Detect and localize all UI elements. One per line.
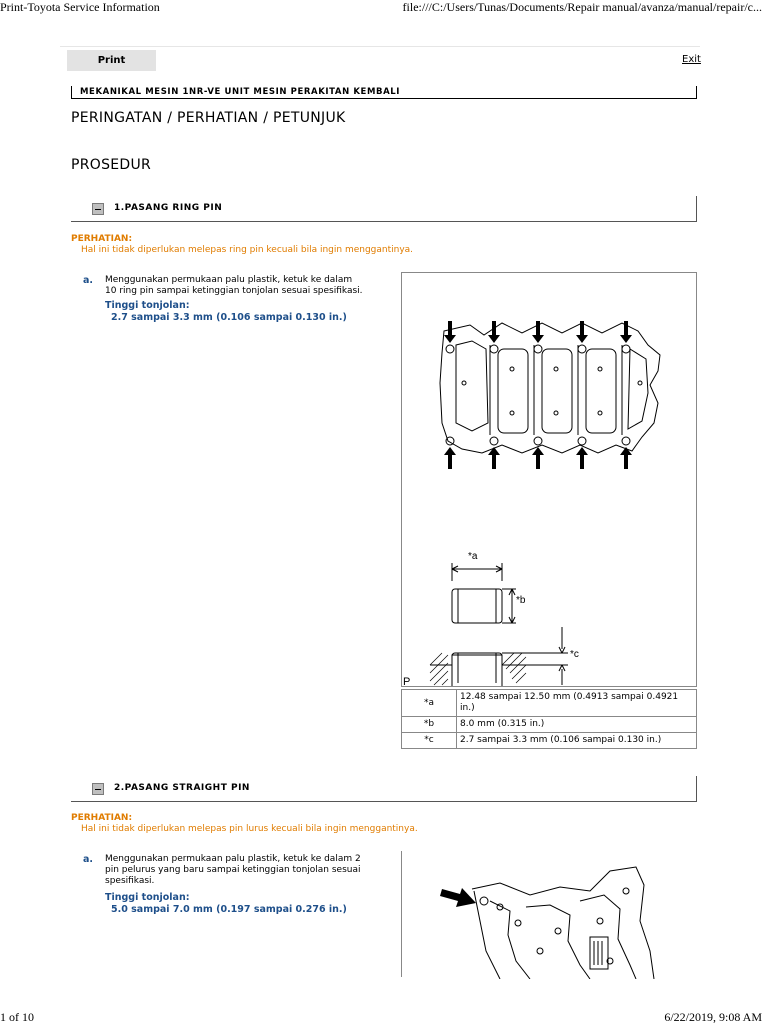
browser-footer-page: 1 of 10 <box>0 1010 34 1024</box>
straight-pin-diagram <box>440 861 680 979</box>
caution-text-1: Hal ini tidak diperlukan melepas ring pin kecuali bila ingin menggantinya. <box>81 245 414 255</box>
step-text-2-line3: spesifikasi. <box>105 876 155 886</box>
browser-footer-datetime: 6/22/2019, 9:08 AM <box>664 1010 762 1024</box>
arrow-icon <box>440 888 476 907</box>
breadcrumb: MEKANIKAL MESIN 1NR-VE UNIT MESIN PERAKITAN KEMBALI <box>71 86 697 99</box>
print-button[interactable]: Print <box>67 50 156 71</box>
table-cell-key: *a <box>402 690 457 717</box>
caution-heading: PERINGATAN / PERHATIAN / PETUNJUK <box>71 110 346 126</box>
top-divider <box>60 46 700 47</box>
collapse-icon[interactable] <box>92 203 104 215</box>
browser-header-url: file:///C:/Users/Tunas/Documents/Repair manual/avanza/manual/repair/c... <box>402 0 762 14</box>
step-text-2-line1: Menggunakan permukaan palu plastik, ketuk ke dalam 2 <box>105 854 361 864</box>
label-a: *a <box>468 551 478 562</box>
table-row <box>402 690 697 717</box>
step-letter-1: a. <box>83 275 94 286</box>
table-row <box>402 717 697 733</box>
step-text-1-line1: Menggunakan permukaan palu plastik, ketuk ke dalam <box>105 275 353 285</box>
spec-value-1: 2.7 sampai 3.3 mm (0.106 sampai 0.130 in.) <box>111 312 347 323</box>
browser-header-title: Print-Toyota Service Information <box>0 0 160 14</box>
ring-pin-diagram <box>402 273 696 686</box>
section-header-2 <box>71 776 697 802</box>
exit-link[interactable]: Exit <box>682 54 701 65</box>
table-cell-value: 2.7 sampai 3.3 mm (0.106 sampai 0.130 in.) <box>457 733 697 749</box>
step-text-2 <box>105 854 390 887</box>
table-cell-key: *c <box>402 733 457 749</box>
figure-corner-label: P <box>403 676 411 686</box>
engine-block-drawing <box>472 867 654 979</box>
step-letter-2: a. <box>83 854 94 865</box>
cylinder-block-drawing <box>440 323 660 453</box>
spec-label-1: Tinggi tonjolan: <box>105 300 190 311</box>
caution-text-2: Hal ini tidak diperlukan melepas pin lurus kecuali bila ingin menggantinya. <box>81 824 418 834</box>
step-text-1-line2: 10 ring pin sampai ketinggian tonjolan sesuai spesifikasi. <box>105 286 363 296</box>
spec-value-2: 5.0 sampai 7.0 mm (0.197 sampai 0.276 in.) <box>111 904 347 915</box>
table-cell-value: 8.0 mm (0.315 in.) <box>457 717 697 733</box>
caution-label-2: PERHATIAN: <box>71 813 133 823</box>
straight-pin-figure <box>440 861 680 979</box>
spec-label-2: Tinggi tonjolan: <box>105 892 190 903</box>
column-divider <box>401 851 402 977</box>
label-c: *c <box>570 649 579 660</box>
section-title-1: 1.PASANG RING PIN <box>114 203 223 213</box>
table-row <box>402 733 697 749</box>
label-b: *b <box>516 595 526 606</box>
table-cell-key: *b <box>402 717 457 733</box>
table-cell-value: 12.48 sampai 12.50 mm (0.4913 sampai 0.4921 in.) <box>457 690 697 717</box>
ring-pin-detail <box>430 563 568 686</box>
section-title-2: 2.PASANG STRAIGHT PIN <box>114 783 250 793</box>
procedure-heading: PROSEDUR <box>71 157 152 173</box>
step-text-1 <box>105 275 390 297</box>
hatched-block <box>430 653 526 685</box>
collapse-icon[interactable] <box>92 783 104 795</box>
step-text-2-line2: pin pelurus yang baru sampai ketinggian tonjolan sesuai <box>105 865 361 875</box>
ring-pin-figure <box>401 272 697 687</box>
caution-label-1: PERHATIAN: <box>71 234 133 244</box>
section-header-1 <box>71 196 697 222</box>
dimension-table <box>401 689 697 749</box>
